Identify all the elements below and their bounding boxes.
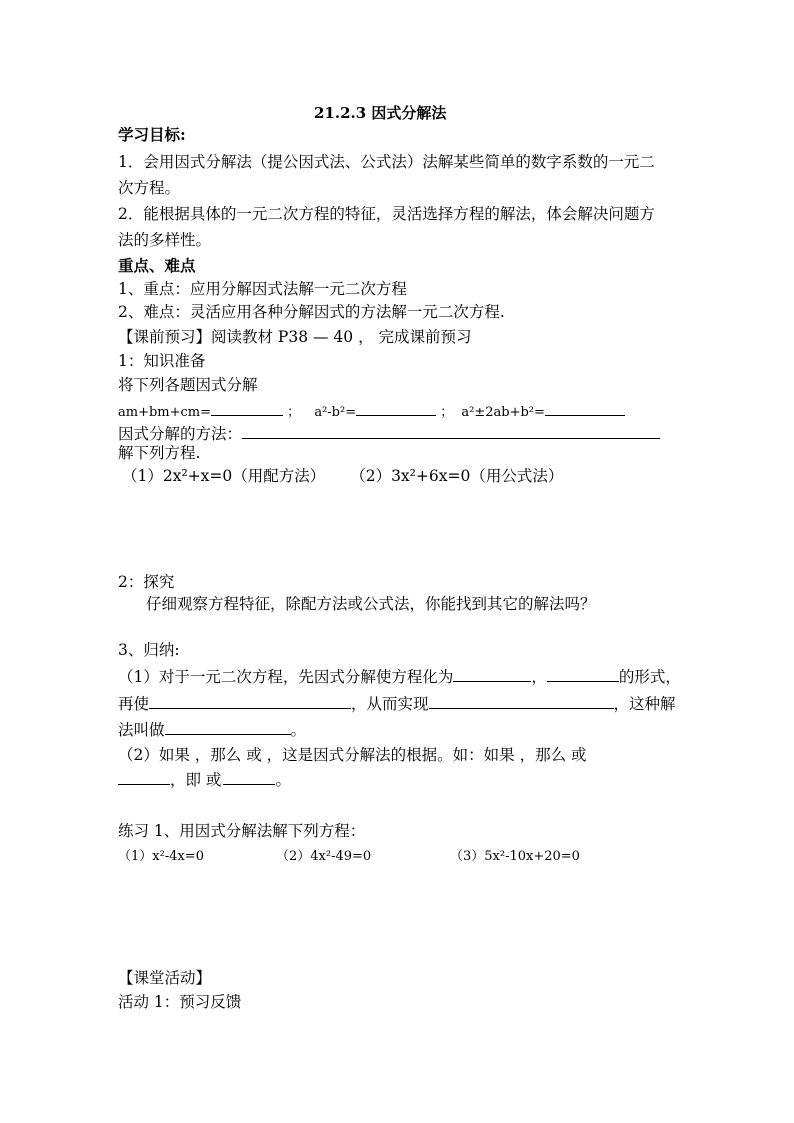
summary-p2-c: ，这种解 <box>613 695 676 713</box>
blank-p2-a[interactable] <box>149 694 351 709</box>
key-points-heading: 重点、难点 <box>118 256 196 275</box>
exercise-eq-1: （1）x²-4x=0 <box>118 849 204 864</box>
summary-p1-b: 的形式， <box>618 668 681 686</box>
summary-p1-comma: ， <box>531 668 547 686</box>
summary-p3-a: 法叫做 <box>118 721 165 739</box>
page-title: 21.2.3 因式分解法 <box>314 104 447 122</box>
preview-equations <box>122 466 563 486</box>
blank-p5-a[interactable] <box>118 770 170 785</box>
blank-p1-a[interactable] <box>453 667 531 682</box>
solve-label: 解下列方程. <box>118 444 201 462</box>
summary-p1 <box>118 667 681 687</box>
preview-sub-1: 1：知识准备 <box>118 352 206 370</box>
sep-2: ； <box>440 405 454 420</box>
factor-exercises <box>118 401 625 423</box>
preview-eq-1: （1）2x²+x=0（用配方法） <box>122 467 326 485</box>
summary-p1-a: （1）对于一元二次方程，先因式分解使方程化为 <box>118 668 454 686</box>
summary-p3 <box>118 720 306 740</box>
activity-item-1: 活动 1：预习反馈 <box>118 993 242 1011</box>
key-point-2: 2、难点：灵活应用各种分解因式的方法解一元二次方程. <box>118 303 505 321</box>
objective-2-line1: 2．能根据具体的一元二次方程的特征，灵活选择方程的解法，体会解决问题方 <box>118 205 655 223</box>
expr-3: a²±2ab+b²= <box>461 405 545 420</box>
exercise-eq-3: （3）5x²-10x+20=0 <box>450 849 580 864</box>
objective-1-line1: 1．会用因式分解法（提公因式法、公式法）法解某些简单的数字系数的一元二 <box>118 153 655 171</box>
blank-p5-b[interactable] <box>223 770 275 785</box>
preview-heading: 【课前预习】阅读教材 P38 — 40 ， 完成课前预习 <box>118 328 472 346</box>
objective-1-line2: 次方程。 <box>118 179 181 197</box>
explore-question: 仔细观察方程特征，除配方法或公式法，你能找到其它的解法吗？ <box>146 595 596 613</box>
summary-heading: 3、归纳: <box>118 641 180 659</box>
preview-instruction: 将下列各题因式分解 <box>118 376 258 394</box>
summary-p5-a: ，即 或 <box>170 771 222 789</box>
blank-expr-2[interactable] <box>356 401 436 416</box>
exercise-heading: 练习 1、用因式分解法解下列方程： <box>118 822 366 840</box>
method-label: 因式分解的方法： <box>118 425 243 443</box>
blank-p3[interactable] <box>165 720 291 735</box>
blank-expr-1[interactable] <box>211 401 283 416</box>
summary-p5-b: 。 <box>275 771 291 789</box>
summary-p3-b: 。 <box>290 721 307 739</box>
method-row <box>118 424 660 444</box>
key-point-1: 1、重点：应用分解因式法解一元二次方程 <box>118 280 407 298</box>
blank-p1-b[interactable] <box>547 667 619 682</box>
sep-1: ； <box>287 405 301 420</box>
blank-p2-b[interactable] <box>429 694 614 709</box>
explore-heading: 2：探究 <box>118 573 175 591</box>
blank-expr-3[interactable] <box>545 401 625 416</box>
objective-2-line2: 法的多样性。 <box>118 231 212 249</box>
objectives-heading: 学习目标: <box>118 125 186 144</box>
exercise-eq-2: （2）4x²-49=0 <box>276 849 372 864</box>
summary-p2-a: 再使 <box>118 695 150 713</box>
summary-p5 <box>118 770 291 790</box>
summary-p2-b: ，从而实现 <box>351 695 429 713</box>
preview-eq-2: （2）3x²+6x=0（用公式法） <box>350 467 564 485</box>
summary-p2 <box>118 694 676 714</box>
expr-2: a²-b²= <box>314 405 357 420</box>
blank-method[interactable] <box>242 424 660 439</box>
summary-p4: （2）如果 ，那么 或 ，这是因式分解法的根据。如：如果 ，那么 或 <box>118 746 587 764</box>
activity-heading: 【课堂活动】 <box>118 969 212 987</box>
expr-1: am+bm+cm= <box>118 405 212 420</box>
